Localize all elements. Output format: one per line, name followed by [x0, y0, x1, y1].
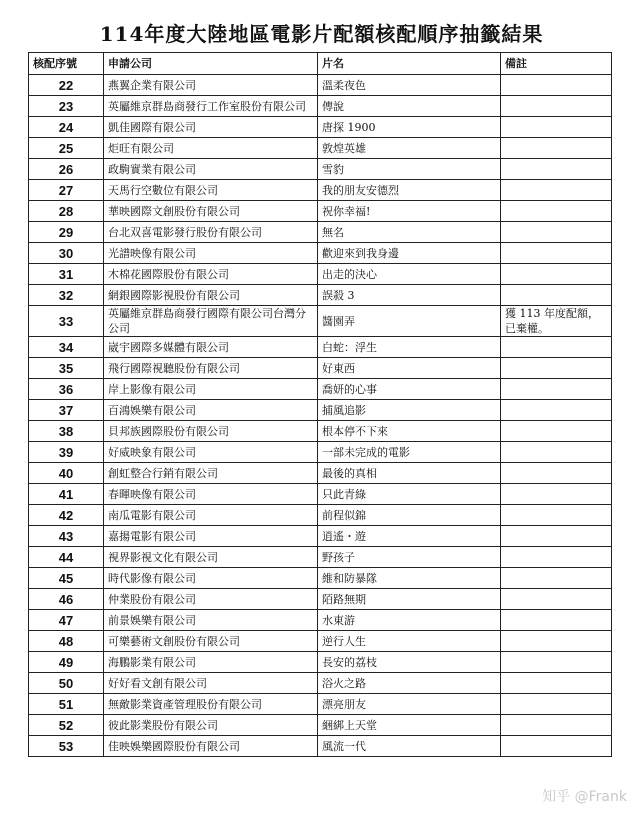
document-title: 114年度大陸地區電影片配額核配順序抽籤結果	[99, 22, 544, 46]
company-cell: 英屬維京群島商發行工作室股份有限公司	[104, 96, 318, 117]
note-cell	[501, 463, 612, 484]
film-cell: 綑綁上天堂	[318, 715, 501, 736]
company-cell: 木棉花國際股份有限公司	[104, 264, 318, 285]
film-cell: 醬園弄	[318, 306, 501, 337]
note-cell	[501, 547, 612, 568]
film-cell: 野孩子	[318, 547, 501, 568]
seq-cell: 44	[29, 547, 104, 568]
film-cell: 喬妍的心事	[318, 379, 501, 400]
note-cell	[501, 138, 612, 159]
film-cell: 溫柔夜色	[318, 75, 501, 96]
company-cell: 春暉映像有限公司	[104, 484, 318, 505]
film-cell: 傳說	[318, 96, 501, 117]
note-cell	[501, 400, 612, 421]
company-cell: 好好看文創有限公司	[104, 673, 318, 694]
film-cell: 陌路無期	[318, 589, 501, 610]
table-header-row	[29, 53, 612, 75]
seq-cell: 34	[29, 337, 104, 358]
seq-cell: 53	[29, 736, 104, 757]
table-row	[29, 442, 612, 463]
table-row	[29, 358, 612, 379]
table-row	[29, 285, 612, 306]
company-cell: 華映國際文創股份有限公司	[104, 201, 318, 222]
film-cell: 雪豹	[318, 159, 501, 180]
film-cell: 歡迎來到我身邊	[318, 243, 501, 264]
table-row	[29, 505, 612, 526]
table-row	[29, 337, 612, 358]
film-cell: 祝你幸福!	[318, 201, 501, 222]
table-row	[29, 75, 612, 96]
seq-cell: 52	[29, 715, 104, 736]
film-cell: 最後的真相	[318, 463, 501, 484]
table-row	[29, 694, 612, 715]
film-cell: 風流一代	[318, 736, 501, 757]
seq-cell: 50	[29, 673, 104, 694]
table-row	[29, 568, 612, 589]
film-cell: 漂亮朋友	[318, 694, 501, 715]
header-note: 備註	[501, 53, 612, 75]
table-row	[29, 180, 612, 201]
seq-cell: 29	[29, 222, 104, 243]
company-cell: 創虹整合行銷有限公司	[104, 463, 318, 484]
seq-cell: 41	[29, 484, 104, 505]
seq-cell: 25	[29, 138, 104, 159]
table-row	[29, 589, 612, 610]
company-cell: 天馬行空數位有限公司	[104, 180, 318, 201]
seq-cell: 31	[29, 264, 104, 285]
film-cell: 捕風追影	[318, 400, 501, 421]
seq-cell: 30	[29, 243, 104, 264]
note-cell	[501, 484, 612, 505]
table-row	[29, 138, 612, 159]
seq-cell: 38	[29, 421, 104, 442]
company-cell: 飛行國際視聽股份有限公司	[104, 358, 318, 379]
company-cell: 彼此影業股份有限公司	[104, 715, 318, 736]
note-cell	[501, 526, 612, 547]
note-cell	[501, 358, 612, 379]
company-cell: 好威映象有限公司	[104, 442, 318, 463]
table-row	[29, 306, 612, 337]
header-film: 片名	[318, 53, 501, 75]
company-cell: 南瓜電影有限公司	[104, 505, 318, 526]
company-cell: 無敵影業資產管理股份有限公司	[104, 694, 318, 715]
company-cell: 燕翼企業有限公司	[104, 75, 318, 96]
company-cell: 崴宇國際多媒體有限公司	[104, 337, 318, 358]
header-seq: 核配序號	[29, 53, 104, 75]
note-cell	[501, 589, 612, 610]
note-cell	[501, 610, 612, 631]
seq-cell: 40	[29, 463, 104, 484]
film-cell: 根本停不下來	[318, 421, 501, 442]
film-cell: 逆行人生	[318, 631, 501, 652]
company-cell: 岸上影像有限公司	[104, 379, 318, 400]
company-cell: 可樂藝術文創股份有限公司	[104, 631, 318, 652]
company-cell: 凱佳國際有限公司	[104, 117, 318, 138]
note-cell	[501, 117, 612, 138]
note-cell	[501, 673, 612, 694]
table-row	[29, 379, 612, 400]
film-cell: 好東西	[318, 358, 501, 379]
film-cell: 無名	[318, 222, 501, 243]
film-cell: 唐探 1900	[318, 117, 501, 138]
film-cell: 一部未完成的電影	[318, 442, 501, 463]
seq-cell: 35	[29, 358, 104, 379]
company-cell: 仲業股份有限公司	[104, 589, 318, 610]
company-cell: 前景娛樂有限公司	[104, 610, 318, 631]
table-row	[29, 117, 612, 138]
company-cell: 百鴻娛樂有限公司	[104, 400, 318, 421]
table-row	[29, 264, 612, 285]
film-cell: 水東游	[318, 610, 501, 631]
seq-cell: 39	[29, 442, 104, 463]
film-cell: 敦煌英雄	[318, 138, 501, 159]
seq-cell: 49	[29, 652, 104, 673]
seq-cell: 51	[29, 694, 104, 715]
seq-cell: 46	[29, 589, 104, 610]
note-cell	[501, 505, 612, 526]
seq-cell: 32	[29, 285, 104, 306]
note-cell	[501, 694, 612, 715]
note-cell: 獲 113 年度配額，已棄權。	[501, 306, 612, 337]
note-cell	[501, 75, 612, 96]
seq-cell: 24	[29, 117, 104, 138]
table-row	[29, 631, 612, 652]
seq-cell: 22	[29, 75, 104, 96]
note-cell	[501, 715, 612, 736]
table-row	[29, 652, 612, 673]
film-cell: 我的朋友安德烈	[318, 180, 501, 201]
zhihu-watermark: 知乎 @Frank	[542, 789, 627, 805]
note-cell	[501, 243, 612, 264]
table-row	[29, 201, 612, 222]
table-row	[29, 673, 612, 694]
company-cell: 海鵬影業有限公司	[104, 652, 318, 673]
table-row	[29, 463, 612, 484]
film-cell: 只此青綠	[318, 484, 501, 505]
company-cell: 網銀國際影視股份有限公司	[104, 285, 318, 306]
note-cell	[501, 201, 612, 222]
film-cell: 浴火之路	[318, 673, 501, 694]
company-cell: 時代影像有限公司	[104, 568, 318, 589]
table-row	[29, 159, 612, 180]
seq-cell: 37	[29, 400, 104, 421]
table-row	[29, 421, 612, 442]
table-row	[29, 526, 612, 547]
header-company: 申請公司	[104, 53, 318, 75]
company-cell: 貝邦族國際股份有限公司	[104, 421, 318, 442]
note-cell	[501, 159, 612, 180]
note-cell	[501, 264, 612, 285]
note-cell	[501, 337, 612, 358]
film-cell: 白蛇：浮生	[318, 337, 501, 358]
film-cell: 前程似錦	[318, 505, 501, 526]
table-row	[29, 96, 612, 117]
company-cell: 視界影視文化有限公司	[104, 547, 318, 568]
note-cell	[501, 631, 612, 652]
film-cell: 逍遙・遊	[318, 526, 501, 547]
note-cell	[501, 222, 612, 243]
film-cell: 出走的決心	[318, 264, 501, 285]
table-row	[29, 715, 612, 736]
seq-cell: 43	[29, 526, 104, 547]
company-cell: 炬旺有限公司	[104, 138, 318, 159]
seq-cell: 42	[29, 505, 104, 526]
table-row	[29, 736, 612, 757]
lottery-results-table	[28, 52, 612, 757]
company-cell: 政駒實業有限公司	[104, 159, 318, 180]
seq-cell: 33	[29, 306, 104, 337]
seq-cell: 47	[29, 610, 104, 631]
film-cell: 誤殺 3	[318, 285, 501, 306]
company-cell: 台北双喜電影發行股份有限公司	[104, 222, 318, 243]
seq-cell: 48	[29, 631, 104, 652]
note-cell	[501, 442, 612, 463]
company-cell: 嘉揚電影有限公司	[104, 526, 318, 547]
table-row	[29, 547, 612, 568]
note-cell	[501, 652, 612, 673]
company-cell: 光譜映像有限公司	[104, 243, 318, 264]
company-cell: 英屬維京群島商發行國際有限公司台灣分公司	[104, 306, 318, 337]
seq-cell: 27	[29, 180, 104, 201]
note-cell	[501, 568, 612, 589]
seq-cell: 45	[29, 568, 104, 589]
film-cell: 維和防暴隊	[318, 568, 501, 589]
seq-cell: 26	[29, 159, 104, 180]
table-row	[29, 484, 612, 505]
table-row	[29, 400, 612, 421]
seq-cell: 23	[29, 96, 104, 117]
note-cell	[501, 379, 612, 400]
note-cell	[501, 736, 612, 757]
table-row	[29, 243, 612, 264]
table-row	[29, 222, 612, 243]
company-cell: 佳映娛樂國際股份有限公司	[104, 736, 318, 757]
note-cell	[501, 180, 612, 201]
seq-cell: 36	[29, 379, 104, 400]
note-cell	[501, 285, 612, 306]
table-row	[29, 610, 612, 631]
seq-cell: 28	[29, 201, 104, 222]
note-cell	[501, 421, 612, 442]
note-cell	[501, 96, 612, 117]
film-cell: 長安的荔枝	[318, 652, 501, 673]
